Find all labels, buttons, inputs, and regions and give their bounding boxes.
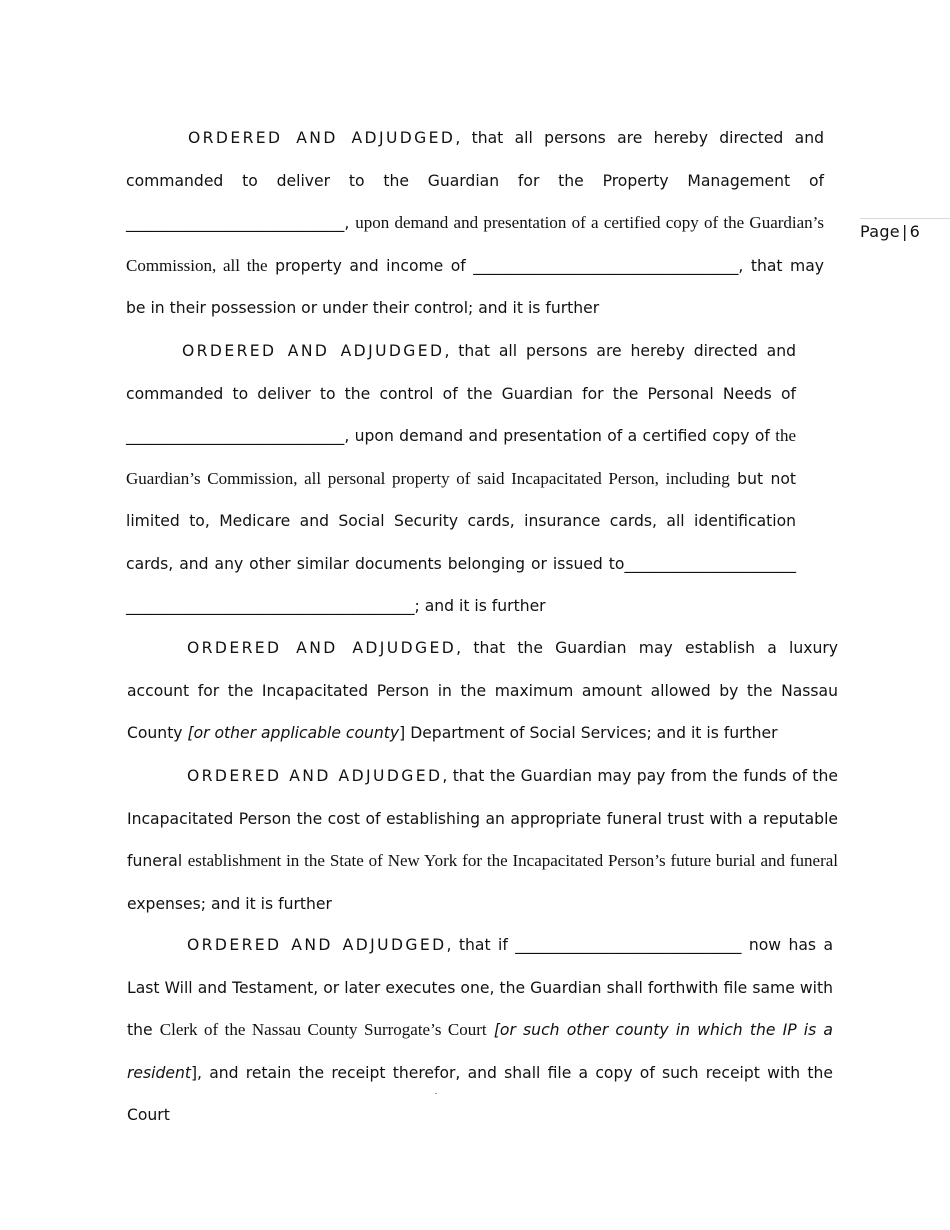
- ordered-adjudged-heading: ORDERED AND ADJUDGED: [187, 767, 443, 785]
- paragraph-text: establishment in the State of New York for the Incapacitated Person’s future burial and funeral: [187, 851, 838, 870]
- page-header: [860, 218, 950, 241]
- paragraph-text: , that all persons are hereby directed and commanded to deliver to the Guardian for the Property Management of ____________________________,: [126, 129, 825, 232]
- footer-mark: [435, 1093, 437, 1094]
- paragraph-text: but not limited to, Medicare and Social Security cards, insurance cards, all identification cards, and any other similar documents belonging or issued to______________________ _____________________________________; and it is further: [126, 469, 796, 615]
- page-number: 6: [909, 222, 921, 241]
- paragraph-text: ] Department of Social Services; and it is further: [399, 724, 778, 742]
- paragraph-last-will: [127, 924, 833, 1137]
- ordered-adjudged-heading: ORDERED AND ADJUDGED: [182, 342, 445, 360]
- paragraph-luxury-account: [127, 627, 838, 755]
- paragraph-text: property and income of __________________________________, that may be in their possession or under their control; and it is further: [126, 256, 824, 317]
- paragraph-text: expenses; and it is further: [127, 894, 332, 913]
- paragraph-italic-text: [or such other county in which the IP is a resident: [127, 1021, 833, 1082]
- paragraph-property-management: [126, 117, 824, 330]
- paragraph-text: Clerk of the Nassau County Surrogate’s Court: [159, 1020, 487, 1039]
- paragraph-text: upon demand and presentation of a certified copy of the Guardian’s Commission, all the: [126, 213, 825, 275]
- paragraph-text: , that the Guardian may establish a luxury account for the Incapacitated Person in the maximum amount allowed by the Nassau County: [127, 639, 838, 742]
- ordered-adjudged-heading: ORDERED AND ADJUDGED: [187, 936, 447, 954]
- paragraph-funeral-trust: [127, 755, 838, 925]
- page-separator: |: [901, 222, 908, 241]
- paragraph-text: ], and retain the receipt therefor, and shall file a copy of such receipt with the Court: [127, 1063, 833, 1124]
- paragraph-personal-needs: [126, 330, 796, 628]
- paragraph-text: , that the Guardian may pay from the funds of the Incapacitated Person the cost of establishing an appropriate funeral trust with a reputable funeral: [127, 767, 838, 870]
- page-label: Page: [860, 222, 900, 241]
- paragraph-text: , that if _____________________________ now has a Last Will and Testament, or later executes one, the Guardian shall forthwith file same with the: [127, 936, 834, 1039]
- ordered-adjudged-heading: ORDERED AND ADJUDGED: [188, 129, 456, 147]
- paragraph-italic-text: [or other applicable county: [187, 724, 400, 742]
- ordered-adjudged-heading: ORDERED AND ADJUDGED: [187, 639, 457, 657]
- paragraph-text: the Guardian’s Commission, all personal property of said Incapacitated Person, including: [126, 426, 796, 488]
- paragraph-text: , that all persons are hereby directed and commanded to deliver to the control of the Guardian for the Personal Needs of ____________________________, upon demand and presentation of a certified copy of: [126, 342, 796, 445]
